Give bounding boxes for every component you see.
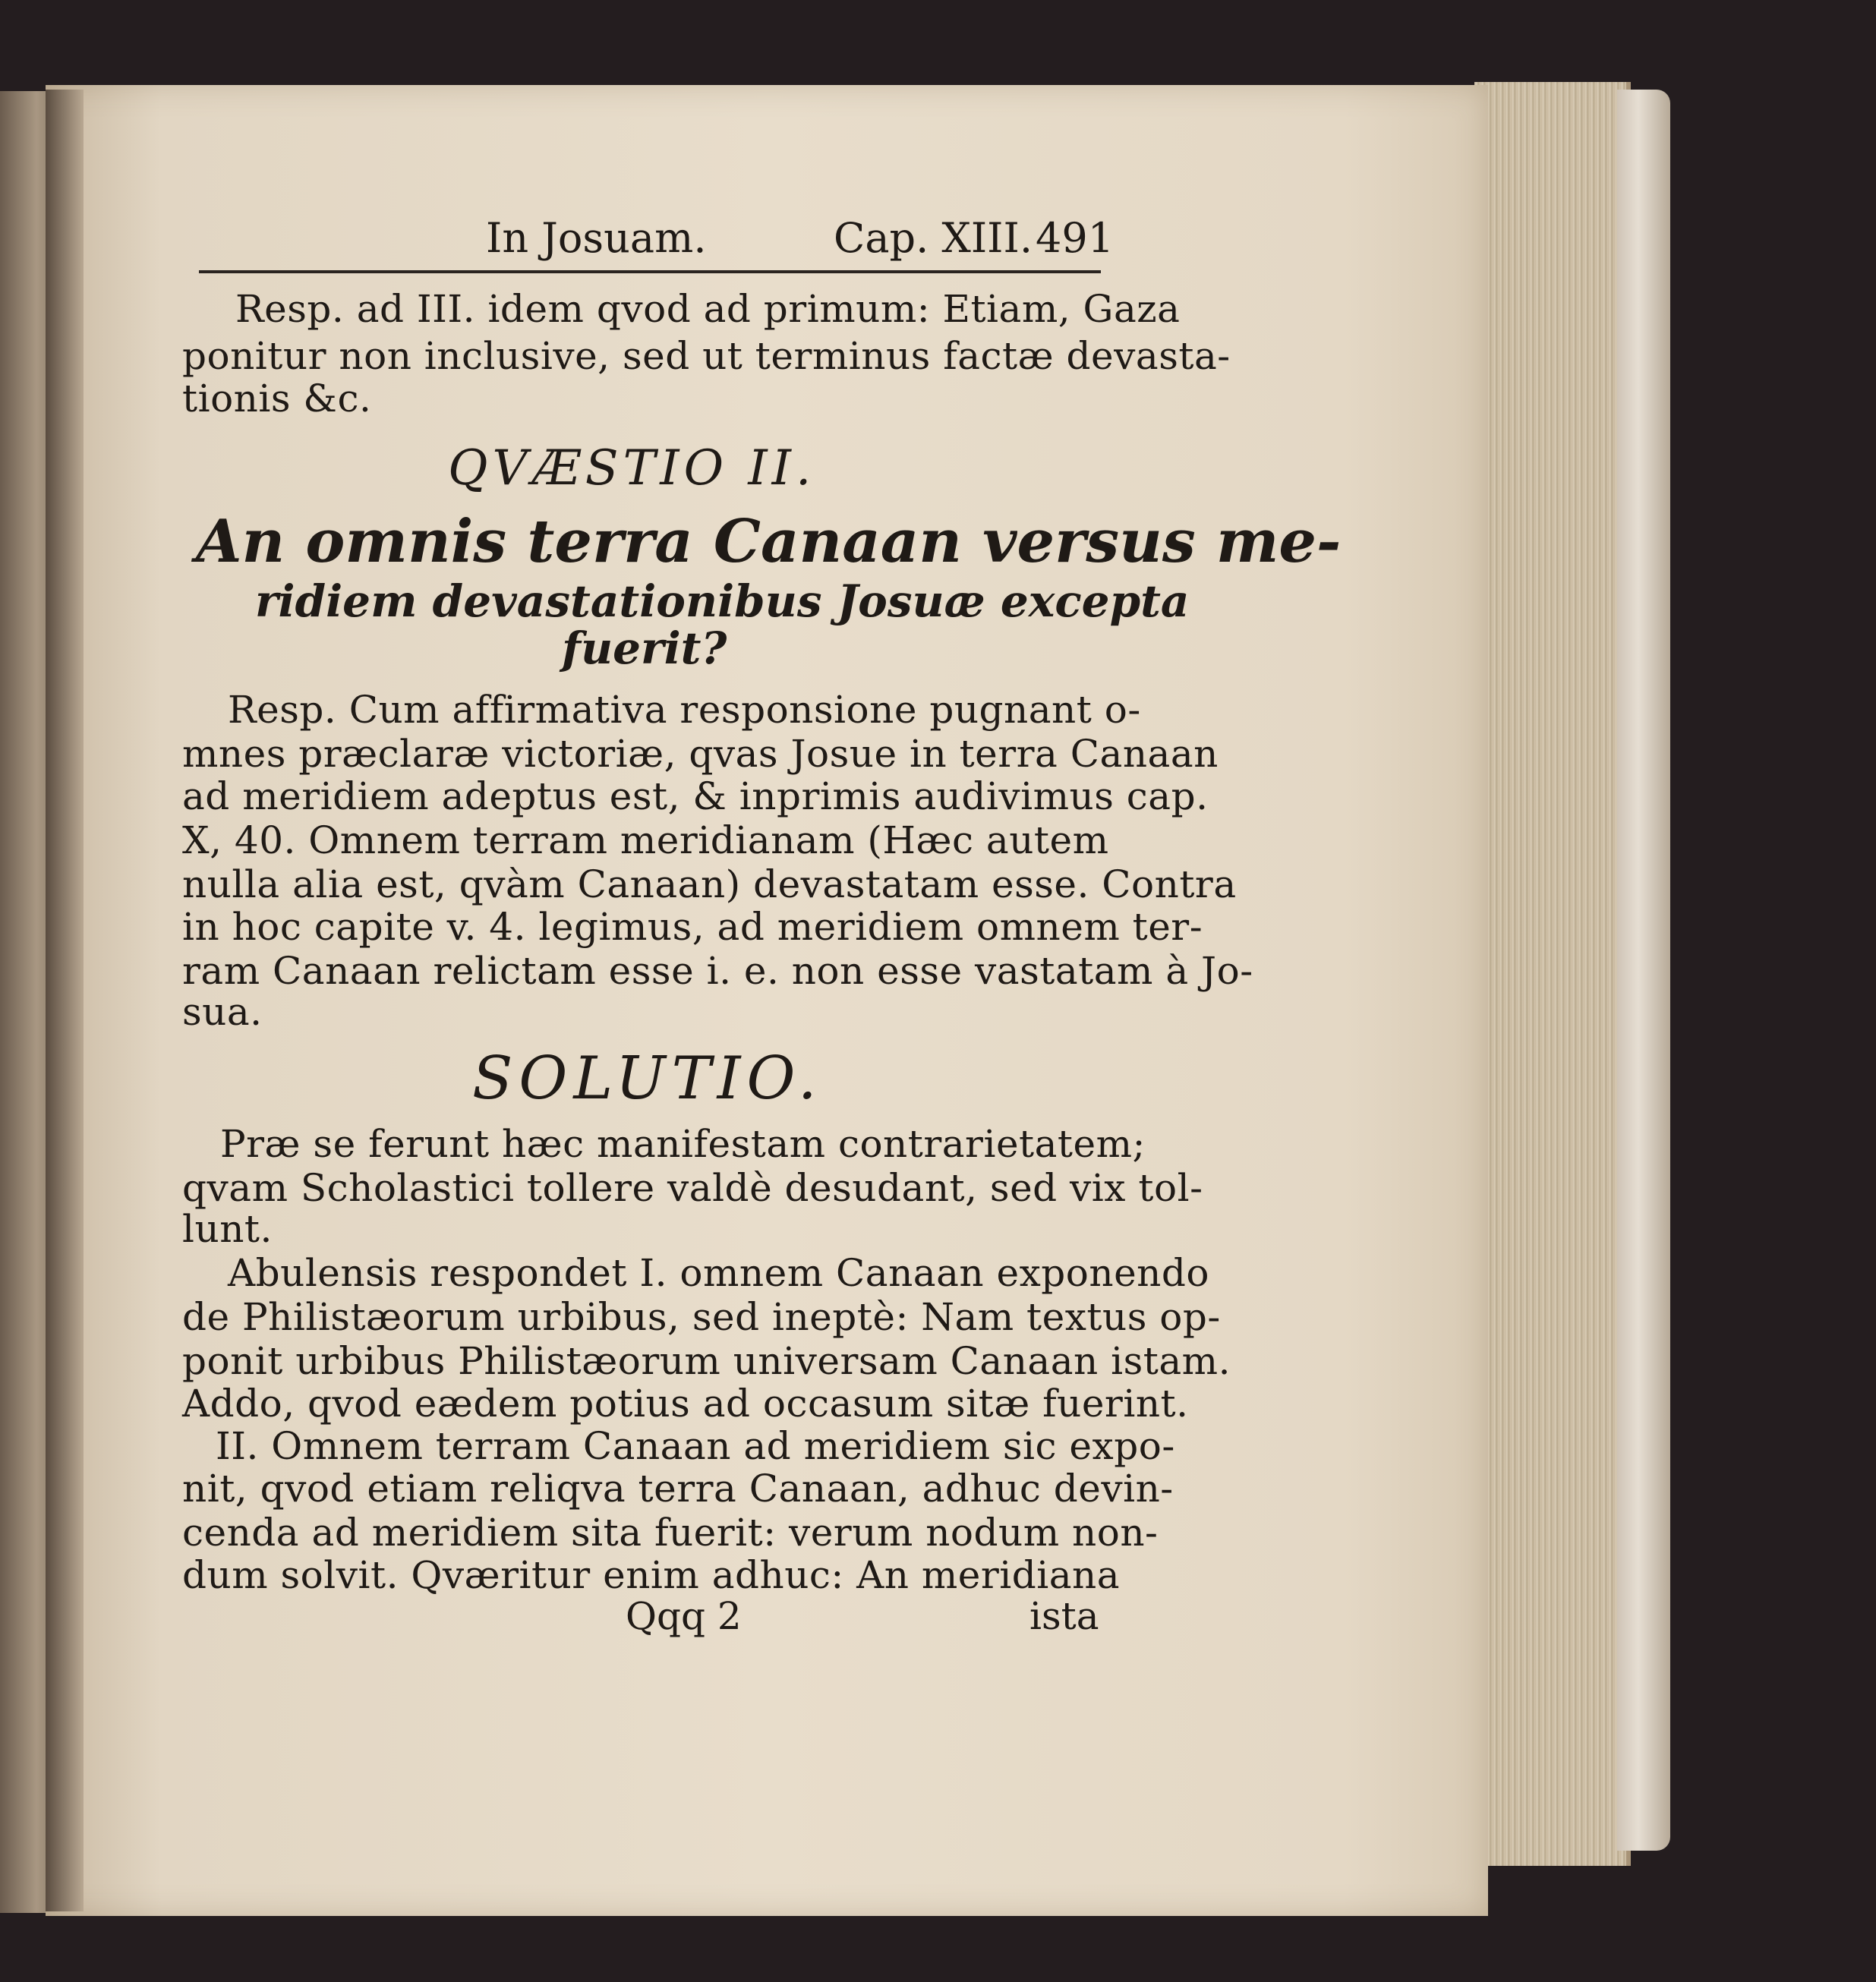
page-edges — [1474, 82, 1631, 1866]
text-line: qvam Scholastici tollere valdè desudant, sed vix tol- — [182, 1166, 1203, 1210]
gutter-shadow — [46, 90, 84, 1911]
text-line: nit, qvod etiam reliqva terra Canaan, adhuc devin- — [182, 1467, 1174, 1511]
text-line: ponitur non inclusive, sed ut terminus factæ devasta- — [182, 334, 1231, 378]
question-title-line: An omnis terra Canaan versus me- — [196, 507, 1342, 576]
text-line: ad meridiem adeptus est, & inprimis audivimus cap. — [182, 774, 1209, 818]
text-line: Resp. Cum affirmativa responsione pugnant o- — [228, 688, 1141, 732]
text-line: ram Canaan relictam esse i. e. non esse vastatam à Jo- — [182, 949, 1253, 993]
text-line: ponit urbibus Philistæorum universam Canaan istam. — [182, 1339, 1231, 1383]
cover-edge — [1617, 90, 1670, 1851]
solutio-heading: SOLUTIO. — [472, 1045, 823, 1113]
running-head-chapter: Cap. XIII. — [834, 214, 1033, 262]
text-line: tionis &c. — [182, 377, 372, 421]
text-line: cenda ad meridiem sita fuerit: verum nodum non- — [182, 1511, 1159, 1555]
text-line: de Philistæorum urbibus, sed ineptè: Nam textus op- — [182, 1295, 1221, 1339]
text-line: dum solvit. Qværitur enim adhuc: An meridiana — [182, 1553, 1121, 1597]
catchword: ista — [1029, 1594, 1099, 1638]
text-line: nulla alia est, qvàm Canaan) devastatam esse. Contra — [182, 862, 1237, 906]
text-line: in hoc capite v. 4. legimus, ad meridiem omnem ter- — [182, 905, 1203, 949]
signature-mark: Qqq 2 — [626, 1594, 742, 1638]
text-line: lunt. — [182, 1207, 273, 1251]
question-title-line: fuerit? — [562, 622, 727, 674]
question-title-line: ridiem devastationibus Josuæ excepta — [255, 575, 1190, 627]
head-rule — [199, 270, 1101, 273]
text-line: sua. — [182, 990, 263, 1034]
text-line: Abulensis respondet I. omnem Canaan exponendo — [228, 1251, 1209, 1295]
page-number: 491 — [1036, 214, 1115, 262]
text-line: X, 40. Omnem terram meridianam (Hæc autem — [182, 818, 1109, 862]
text-line: II. Omnem terram Canaan ad meridiem sic expo- — [216, 1424, 1175, 1468]
text-line: mnes præclaræ victoriæ, qvas Josue in terra Canaan — [182, 732, 1219, 776]
text-line: Resp. ad III. idem qvod ad primum: Etiam, Gaza — [235, 287, 1181, 331]
question-heading: QVÆSTIO II. — [448, 440, 816, 496]
text-line: Addo, qvod eædem potius ad occasum sitæ fuerint. — [182, 1382, 1189, 1426]
text-line: Præ se ferunt hæc manifestam contrarietatem; — [220, 1122, 1146, 1166]
running-head-title: In Josuam. — [486, 214, 707, 262]
